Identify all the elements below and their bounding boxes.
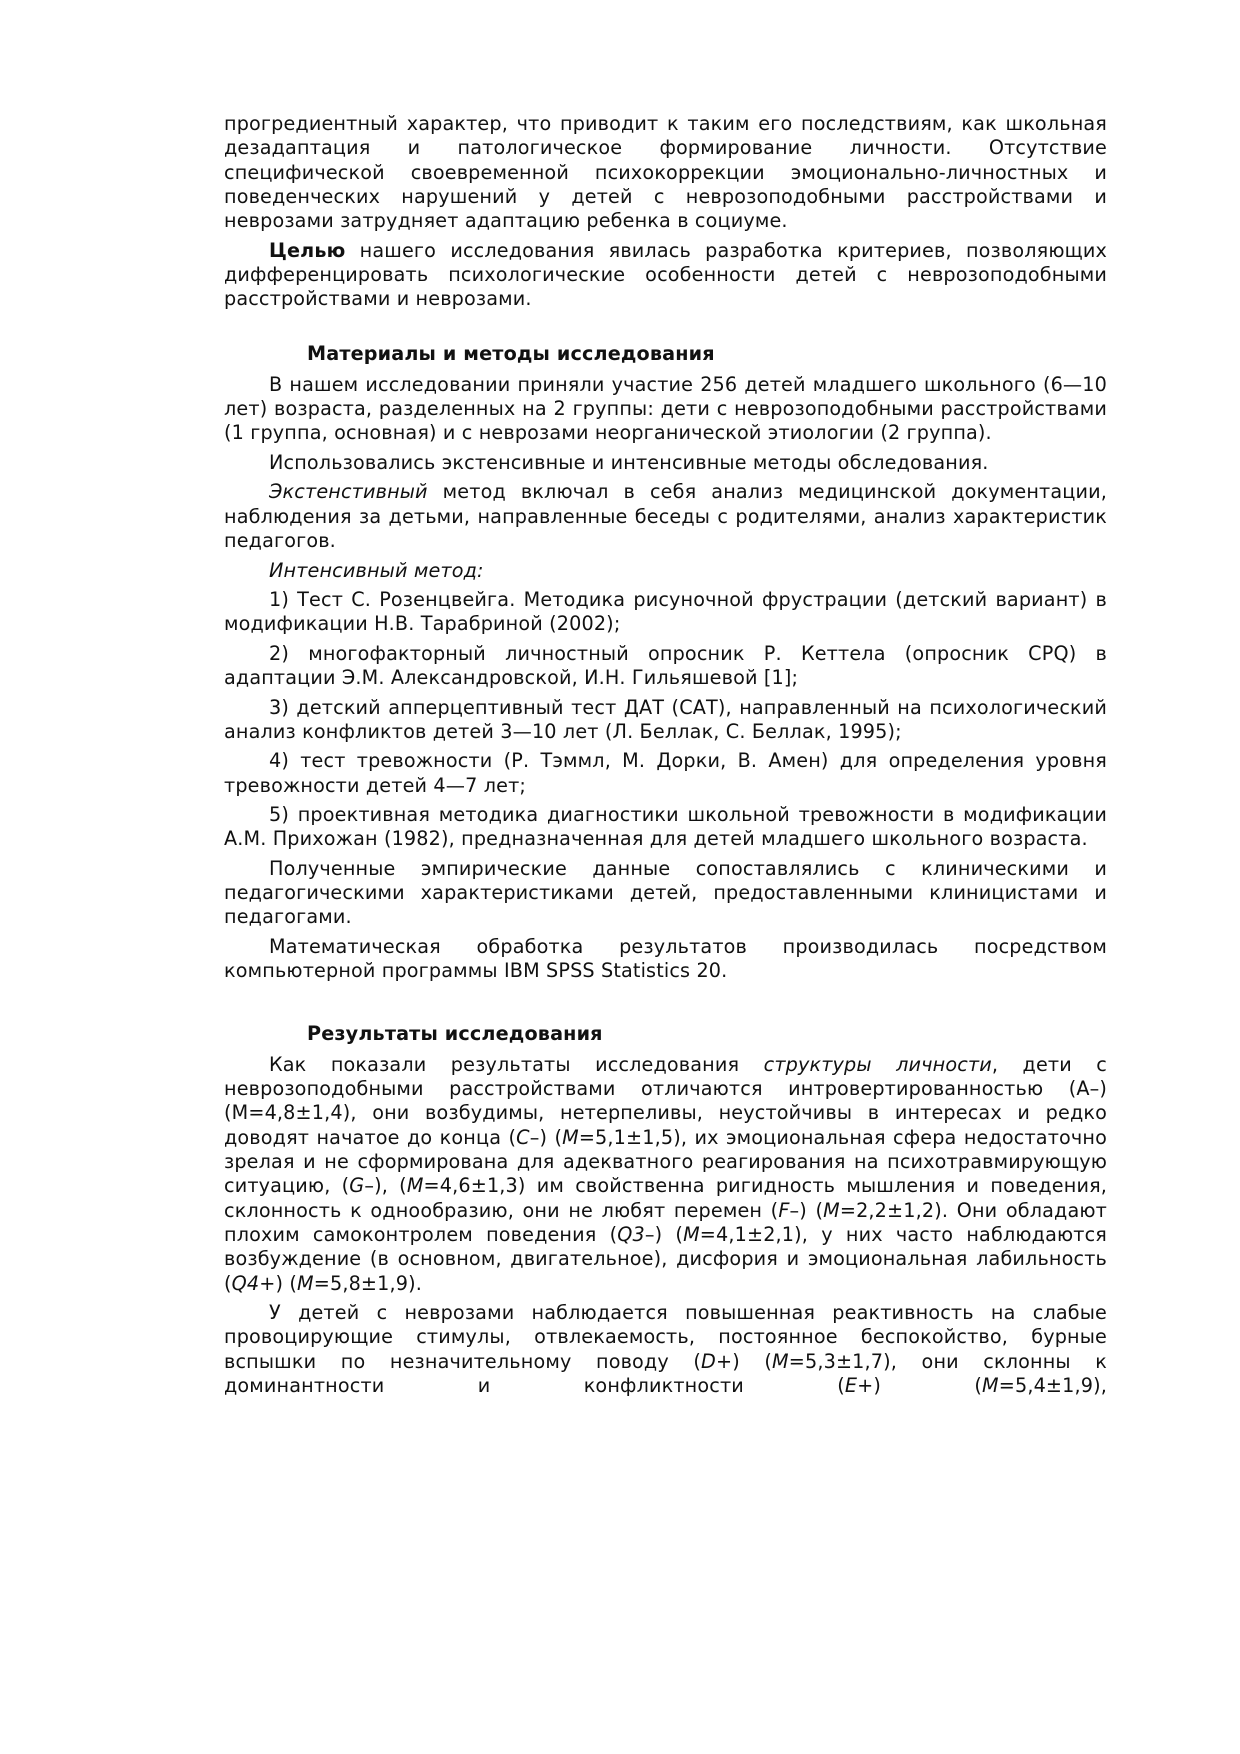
results-paragraph-1: Как показали результаты исследования структуры личности, дети с неврозоподобными расстройствами отличаются интровертированностью (А–) (М=4,8±1,4), они возбудимы, нетерпеливы, неустойчивы в интересах и редко доводят начатое до конца (C–) (M=5,1±1,5), их эмоциональная сфера недостаточно зрелая и не сформирована для адекватного реагирования на психотравмирующую ситуацию, (G–), (M=4,6±1,3) им свойственна ригидность мышления и поведения, склонность к однообразию, они не любят перемен (F–) (M=2,2±1,2). Они обладают плохим самоконтролем поведения (Q3–) (M=4,1±2,1), у них часто наблюдаются возбуждение (в основном, двигательное), дисфория и эмоциональная лабильность (Q4+) (M=5,8±1,9). — [224, 1052, 1108, 1295]
goal-label: Целью — [269, 238, 346, 262]
results-heading: Результаты исследования — [307, 1021, 603, 1045]
method-item-2: 2) многофакторный личностный опросник Р. Кеттела (опросник CPQ) в адаптации Э.М. Александровской, И.Н. Гильяшевой [1]; — [224, 641, 1107, 690]
method-item-1: 1) Тест С. Розенцвейга. Методика рисуночной фрустрации (детский вариант) в модификации Н.В. Тарабриной (2002); — [224, 587, 1107, 636]
intensive-method-label: Интенсивный метод: — [269, 558, 484, 582]
methods-heading: Материалы и методы исследования — [307, 341, 715, 365]
results-paragraph-2: У детей с неврозами наблюдается повышенная реактивность на слабые провоцирующие стимулы, отвлекаемость, постоянное беспокойство, бурные вспышки по незначительному поводу (D+) (M=5,3±1,7), они склонны к доминантности и конфликтности (E+) (M=5,4±1,9), — [224, 1301, 1108, 1397]
methods-overview-paragraph: Использовались экстенсивные и интенсивные методы обследования. — [269, 450, 989, 474]
math-processing-paragraph: Математическая обработка результатов производилась посредством компьютерной программы IBM SPSS Statistics 20. — [224, 934, 1107, 983]
extensive-method-paragraph: Экстенстивный метод включал в себя анализ медицинской документации, наблюдения за детьми, направленные беседы с родителями, анализ характеристик педагогов. — [224, 480, 1107, 553]
method-item-5: 5) проективная методика диагностики школьной тревожности в модификации А.М. Прихожан (1982), предназначенная для детей младшего школьного возраста. — [224, 803, 1107, 851]
method-item-3: 3) детский апперцептивный тест ДАТ (САТ), направленный на психологический анализ конфликтов детей 3—10 лет (Л. Беллак, С. Беллак, 1995); — [224, 695, 1107, 743]
empirical-data-paragraph: Полученные эмпирические данные сопоставлялись с клиническими и педагогическими характеристиками детей, предоставленными клиницистами и педагогами. — [224, 856, 1107, 929]
intro-paragraph: прогредиентный характер, что приводит к таким его последствиям, как школьная дезадаптация и патологическое формирование личности. Отсутствие специфической своевременной психокоррекции эмоционально-личностных и поведенческих нарушений у детей с неврозоподобными расстройствами и неврозами затрудняет адаптацию ребенка в социуме. — [224, 112, 1107, 233]
goal-paragraph: Целью нашего исследования явилась разработка критериев, позволяющих дифференцировать психологические особенности детей с неврозоподобными расстройствами и неврозами. — [224, 238, 1107, 311]
method-item-4: 4) тест тревожности (Р. Тэммл, М. Дорки, В. Амен) для определения уровня тревожности детей 4—7 лет; — [224, 749, 1107, 797]
participants-paragraph: В нашем исследовании приняли участие 256 детей младшего школьного (6—10 лет) возраста, разделенных на 2 группы: дети с неврозоподобными расстройствами (1 группа, основная) и с неврозами неорганической этиологии (2 группа). — [224, 372, 1107, 445]
document-page — [224, 112, 1107, 1403]
